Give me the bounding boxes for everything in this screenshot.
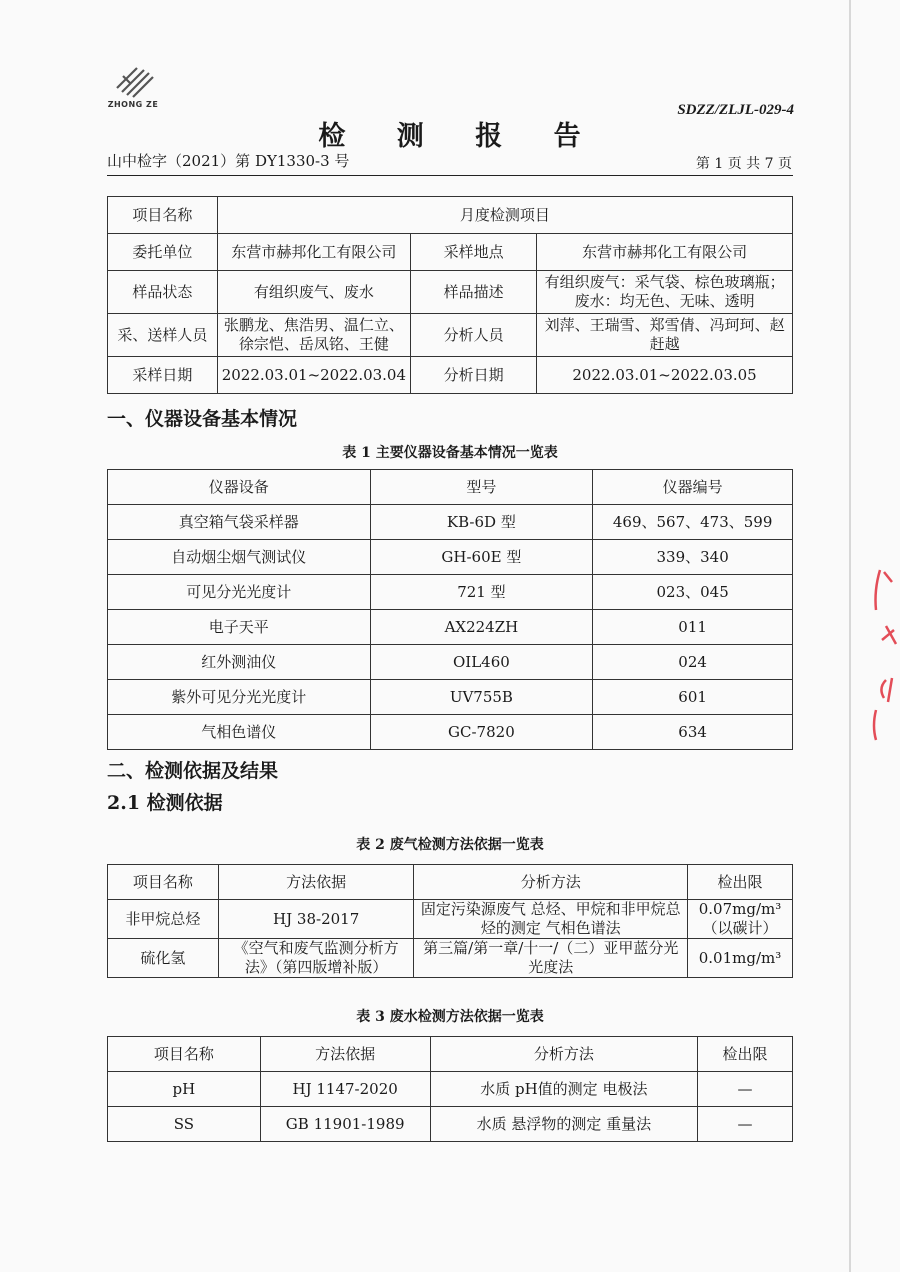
table-cell: 自动烟尘烟气测试仪	[108, 540, 371, 575]
section2-heading: 二、检测依据及结果	[107, 760, 279, 782]
section1-heading: 一、仪器设备基本情况	[107, 408, 298, 430]
page-title: 检 测 报 告	[318, 121, 602, 152]
table-row	[108, 900, 793, 939]
logo-stripes-icon	[103, 60, 163, 100]
table-cell: 《空气和废气监测分析方法》（第四版增补版）	[218, 939, 414, 978]
sampling-date-value: 2022.03.01~2022.03.04	[217, 357, 410, 394]
table-cell: 电子天平	[108, 610, 371, 645]
table-header-cell: 仪器设备	[108, 470, 371, 505]
analysts-label: 分析人员	[411, 314, 537, 357]
table-header-row	[108, 1037, 793, 1072]
table2-caption: 表 2 废气检测方法依据一览表	[356, 837, 544, 853]
table-cell: 469、567、473、599	[593, 505, 793, 540]
table-header-cell: 分析方法	[414, 865, 688, 900]
table3-caption: 表 3 废水检测方法依据一览表	[356, 1009, 544, 1025]
sample-desc-label: 样品描述	[411, 271, 537, 314]
sampling-date-label: 采样日期	[108, 357, 218, 394]
sampling-site-value: 东营市赫邦化工有限公司	[537, 234, 793, 271]
table-cell: 固定污染源废气 总烃、甲烷和非甲烷总烃的测定 气相色谱法	[414, 900, 688, 939]
table-cell: 0.07mg/m³（以碳计）	[688, 900, 793, 939]
table-cell: 023、045	[593, 575, 793, 610]
project-name-label: 项目名称	[108, 197, 218, 234]
table-row	[108, 540, 793, 575]
table-cell: 0.01mg/m³	[688, 939, 793, 978]
table-row	[108, 1107, 793, 1142]
table-header-cell: 方法依据	[260, 1037, 430, 1072]
table-cell: 紫外可见分光光度计	[108, 680, 371, 715]
client-label: 委托单位	[108, 234, 218, 271]
analysts-value: 刘萍、王瑞雪、郑雪倩、冯珂珂、赵赶越	[537, 314, 793, 357]
table-header-row	[108, 865, 793, 900]
table-row	[108, 680, 793, 715]
table-header-row	[108, 470, 793, 505]
table-header-cell: 检出限	[688, 865, 793, 900]
table-row	[108, 575, 793, 610]
analysis-date-value: 2022.03.01~2022.03.05	[537, 357, 793, 394]
instrument-table	[107, 469, 793, 750]
table1-caption: 表 1 主要仪器设备基本情况一览表	[342, 445, 558, 461]
sample-status-value: 有组织废气、废水	[217, 271, 410, 314]
project-name-value: 月度检测项目	[217, 197, 792, 234]
table-cell: 真空箱气袋采样器	[108, 505, 371, 540]
table-cell: 339、340	[593, 540, 793, 575]
sample-desc-value: 有组织废气：采气袋、棕色玻璃瓶；废水：均无色、无味、透明	[537, 271, 793, 314]
table-cell: —	[698, 1072, 793, 1107]
section2-1-heading: 2.1 检测依据	[107, 792, 223, 814]
sample-status-label: 样品状态	[108, 271, 218, 314]
table-header-cell: 型号	[370, 470, 593, 505]
table-cell: SS	[108, 1107, 261, 1142]
scan-edge-line	[849, 0, 851, 1272]
table-cell: 721 型	[370, 575, 593, 610]
table-cell: pH	[108, 1072, 261, 1107]
table-row	[108, 610, 793, 645]
table-row	[108, 939, 793, 978]
table-cell: HJ 38-2017	[218, 900, 414, 939]
logo-text: ZHONG ZE	[107, 100, 159, 109]
table-row	[108, 715, 793, 750]
table-cell: 水质 pH值的测定 电极法	[430, 1072, 698, 1107]
samplers-label: 采、送样人员	[108, 314, 218, 357]
table-header-cell: 检出限	[698, 1037, 793, 1072]
table-cell: 硫化氢	[108, 939, 219, 978]
table-cell: 011	[593, 610, 793, 645]
table-cell: 红外测油仪	[108, 645, 371, 680]
table-row	[108, 1072, 793, 1107]
table-cell: 601	[593, 680, 793, 715]
company-logo	[103, 60, 163, 116]
report-number: 山中检字（2021）第 DY1330-3 号	[107, 152, 350, 170]
page-info: 第 1 页 共 7 页	[695, 156, 792, 172]
table-cell: OIL460	[370, 645, 593, 680]
table-header-cell: 方法依据	[218, 865, 414, 900]
table-cell: HJ 1147-2020	[260, 1072, 430, 1107]
table-cell: 634	[593, 715, 793, 750]
project-info-table	[107, 196, 793, 394]
table-cell: UV755B	[370, 680, 593, 715]
table-header-cell: 仪器编号	[593, 470, 793, 505]
analysis-date-label: 分析日期	[411, 357, 537, 394]
table-cell: 第三篇/第一章/十一/（二）亚甲蓝分光光度法	[414, 939, 688, 978]
document-code: SDZZ/ZLJL-029-4	[677, 102, 794, 118]
table-row	[108, 505, 793, 540]
exhaust-gas-method-table	[107, 864, 793, 978]
table-cell: —	[698, 1107, 793, 1142]
table-cell: 非甲烷总烃	[108, 900, 219, 939]
table-cell: AX224ZH	[370, 610, 593, 645]
header-rule	[107, 175, 793, 176]
table-cell: GB 11901-1989	[260, 1107, 430, 1142]
client-value: 东营市赫邦化工有限公司	[217, 234, 410, 271]
table-cell: GH-60E 型	[370, 540, 593, 575]
table-cell: 可见分光光度计	[108, 575, 371, 610]
table-cell: 气相色谱仪	[108, 715, 371, 750]
samplers-value: 张鹏龙、焦浩男、温仁立、徐宗恺、岳凤铭、王健	[217, 314, 410, 357]
table-header-cell: 项目名称	[108, 1037, 261, 1072]
table-cell: 024	[593, 645, 793, 680]
wastewater-method-table	[107, 1036, 793, 1142]
table-cell: KB-6D 型	[370, 505, 593, 540]
table-row	[108, 645, 793, 680]
table-header-cell: 分析方法	[430, 1037, 698, 1072]
table-header-cell: 项目名称	[108, 865, 219, 900]
table-cell: GC-7820	[370, 715, 593, 750]
sampling-site-label: 采样地点	[411, 234, 537, 271]
table-cell: 水质 悬浮物的测定 重量法	[430, 1107, 698, 1142]
seal-stamp-fragment-icon	[866, 530, 900, 750]
